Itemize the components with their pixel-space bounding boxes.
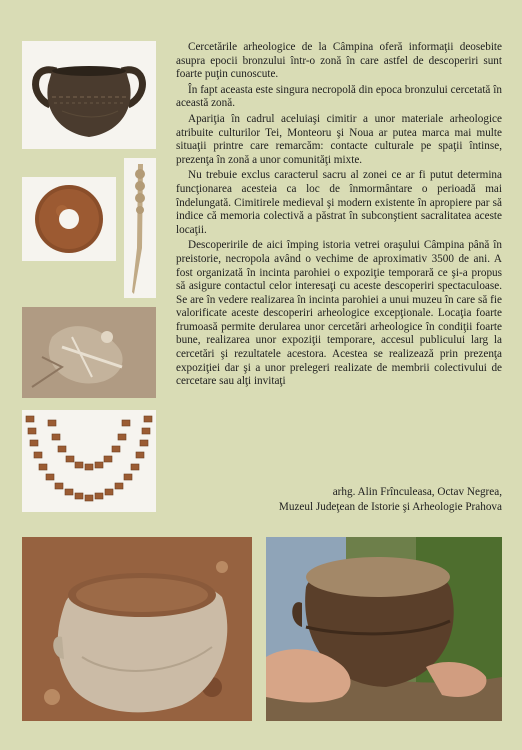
held-vessel-photo <box>266 537 502 721</box>
signature-authors: arhg. Alin Frînculeasa, Octav Negrea, <box>332 486 502 498</box>
spindle-whorl-image <box>22 177 116 261</box>
signature <box>180 485 502 515</box>
necklace-image <box>22 410 156 512</box>
paragraph-1: Cercetările arheologice de la Câmpina oferă informaţii deosebite asupra epocii bronzului într-o zonă în care astfel de descoperiri sunt foarte puţin cunoscute. <box>176 41 502 81</box>
necklace-photo <box>22 410 156 512</box>
vessel-photo <box>22 41 156 149</box>
pin-photo <box>124 158 156 298</box>
paragraph-3: Apariţia în cadrul aceluiaşi cimitir a unor materiale arheologice atribuite culturilor Tei, Monteoru şi Noua ar putea marca mai multe situaţii printre care remarcăm: contacte culturale pe spaţii întinse, prezenţa în zonă a unor comunităţi mixte. <box>176 112 502 166</box>
two-handled-vessel-image <box>22 41 156 149</box>
burial-image <box>22 307 156 398</box>
paragraph-4: Nu trebuie exclus caracterul sacru al zonei ce ar fi putut determina funcţionarea acesteia ca loc de înmormântare o perioadă mai îndelungată. Cimitirele medieval şi modern existente în apropiere par să indice că memoria colectivă a păstrat în subconştient sacralitatea aceste locaţii. <box>176 169 502 236</box>
signature-institution: Muzeul Judeţean de Istorie şi Arheologie Prahova <box>278 501 502 513</box>
paragraph-5: Descoperirile de aici împing istoria vetrei oraşului Câmpina până în preistorie, necropola având o vechime de aproximativ 3500 de ani. A fost organizată în incinta parohiei o expoziţie temporară ce şi-a propus să asigure contactul celor interesaţi cu aceste descoperiri spectaculoase. Se are în vedere realizarea în incinta parohiei a unui muzeu în care să fie valorificate aceste descoperiri arheologice excepţionale. Locaţia foarte frumoasă permite derularea unor cercetări arheologice în condiţii foarte bune, realizarea unor expoziţii temporare, accesul publicului larg la cercetări şi rezultatele acestora. Acestea se realizează prin prezenţa expoziţiei dar şi a unor prelegeri realizate de membrii colectivului de cercetare sau alţi invitaţi <box>176 239 502 388</box>
article-text <box>176 41 502 391</box>
excavated-vessel-photo <box>22 537 252 721</box>
bead-photo <box>22 177 116 261</box>
bone-pin-image <box>124 158 156 298</box>
burial-photo <box>22 307 156 398</box>
vessel-in-soil-image <box>22 537 252 721</box>
vessel-in-hands-image <box>266 537 502 721</box>
paragraph-2: În fapt aceasta este singura necropolă din epoca bronzului cercetată în această zonă. <box>176 83 502 110</box>
